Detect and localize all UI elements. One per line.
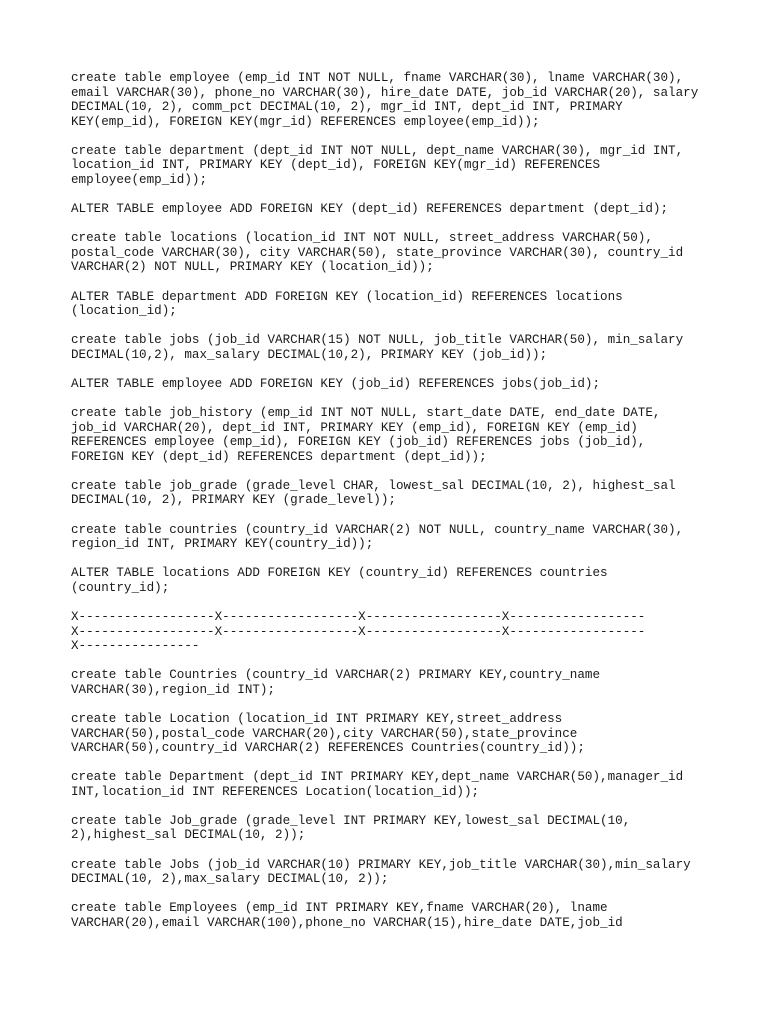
document-page <box>71 71 711 945</box>
sql-jobs-create-v2: create table Jobs (job_id VARCHAR(10) PRIMARY KEY,job_title VARCHAR(30),min_salary DECIMAL(10, 2),max_salary DECIMAL(10, 2)); <box>71 857 691 887</box>
sql-job-grade-create: create table job_grade (grade_level CHAR, lowest_sal DECIMAL(10, 2), highest_sal DECIMAL(10, 2), PRIMARY KEY (grade_level)); <box>71 478 676 508</box>
sql-jobs-create: create table jobs (job_id VARCHAR(15) NOT NULL, job_title VARCHAR(50), min_salary DECIMAL(10,2), max_salary DECIMAL(10,2), PRIMARY KEY (job_id)); <box>71 333 684 362</box>
sql-alter-department-location: ALTER TABLE department ADD FOREIGN KEY (location_id) REFERENCES locations (location_id); <box>71 289 623 319</box>
sql-alter-employee-job: ALTER TABLE employee ADD FOREIGN KEY (job_id) REFERENCES jobs(job_id); <box>71 376 601 391</box>
sql-job-history-create: create table job_history (emp_id INT NOT NULL, start_date DATE, end_date DATE, job_id VARCHAR(20), dept_id INT, PRIMARY KEY (emp_id), FOREIGN KEY (emp_id) REFERENCES employee (emp_id), FOREIGN KEY (job_id) REFERENCES jobs (job_id), FOREIGN KEY (dept_id) REFERENCES department (dept_id)); <box>71 406 661 464</box>
separator-line: X------------------X------------------X------------------X------------------ X------------------X------------------X------------------X------------------ X---------------- <box>71 609 646 654</box>
sql-alter-locations-country: ALTER TABLE locations ADD FOREIGN KEY (country_id) REFERENCES countries (country_id); <box>71 566 608 595</box>
sql-countries-create: create table countries (country_id VARCHAR(2) NOT NULL, country_name VARCHAR(30), region_id INT, PRIMARY KEY(country_id)); <box>71 522 684 552</box>
sql-employee-create: create table employee (emp_id INT NOT NULL, fname VARCHAR(30), lname VARCHAR(30), email VARCHAR(30), phone_no VARCHAR(30), hire_date DATE, job_id VARCHAR(20), salary DECIMAL(10, 2), comm_pct DECIMAL(10, 2), mgr_id INT, dept_id INT, PRIMARY KEY(emp_id), FOREIGN KEY(mgr_id) REFERENCES employee(emp_id)); <box>71 71 699 129</box>
sql-job-grade-create-v2: create table Job_grade (grade_level INT PRIMARY KEY,lowest_sal DECIMAL(10, 2),highest_sal DECIMAL(10, 2)); <box>71 813 631 843</box>
sql-location-create-v2: create table Location (location_id INT PRIMARY KEY,street_address VARCHAR(50),postal_code VARCHAR(20),city VARCHAR(50),state_province VARCHAR(50),country_id VARCHAR(2) REFERENCES Countries(country_id)); <box>71 711 585 756</box>
sql-department-create: create table department (dept_id INT NOT NULL, dept_name VARCHAR(30), mgr_id INT, location_id INT, PRIMARY KEY (dept_id), FOREIGN KEY(mgr_id) REFERENCES employee(emp_id)); <box>71 143 684 188</box>
sql-alter-employee-dept: ALTER TABLE employee ADD FOREIGN KEY (dept_id) REFERENCES department (dept_id); <box>71 202 669 217</box>
sql-department-create-v2: create table Department (dept_id INT PRIMARY KEY,dept_name VARCHAR(50),manager_id INT,location_id INT REFERENCES Location(location_id)); <box>71 770 684 799</box>
sql-countries-create-v2: create table Countries (country_id VARCHAR(2) PRIMARY KEY,country_name VARCHAR(30),region_id INT); <box>71 668 601 697</box>
sql-employees-create-v2: create table Employees (emp_id INT PRIMARY KEY,fname VARCHAR(20), lname VARCHAR(20),email VARCHAR(100),phone_no VARCHAR(15),hire_date DATE,job_id <box>71 901 623 930</box>
sql-locations-create: create table locations (location_id INT NOT NULL, street_address VARCHAR(50), postal_code VARCHAR(30), city VARCHAR(50), state_province VARCHAR(30), country_id VARCHAR(2) NOT NULL, PRIMARY KEY (location_id)); <box>71 231 684 275</box>
